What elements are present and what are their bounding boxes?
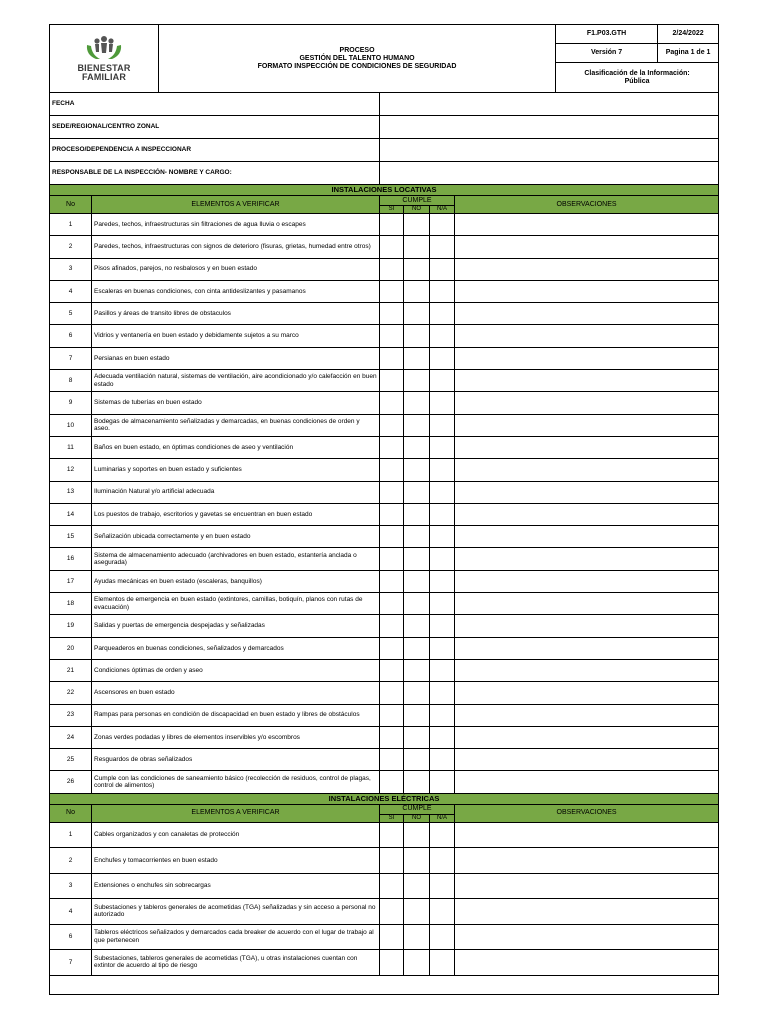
row-number: 5 bbox=[50, 303, 92, 325]
observation-cell[interactable] bbox=[455, 503, 719, 525]
table-row bbox=[50, 481, 719, 503]
check-no-cell[interactable] bbox=[404, 280, 430, 302]
title-line1: PROCESO bbox=[339, 46, 375, 54]
check-na-cell[interactable] bbox=[430, 726, 455, 748]
row-element-text: Cables organizados y con canaletas de protección bbox=[92, 822, 380, 848]
row-element-text: Señalización ubicada correctamente y en buen estado bbox=[92, 526, 380, 548]
row-number: 6 bbox=[50, 924, 92, 950]
row-number: 4 bbox=[50, 280, 92, 302]
check-si-cell[interactable] bbox=[380, 771, 404, 793]
info-value-field[interactable] bbox=[380, 139, 719, 162]
info-row bbox=[50, 93, 719, 116]
check-no-cell[interactable] bbox=[404, 873, 430, 899]
check-si-cell[interactable] bbox=[380, 615, 404, 637]
check-no-cell[interactable] bbox=[404, 370, 430, 392]
check-na-cell[interactable] bbox=[430, 347, 455, 369]
family-hands-icon bbox=[84, 35, 124, 61]
row-element-text: Paredes, techos, infraestructuras con signos de deterioro (fisuras, grietas, humedad entre otros) bbox=[92, 236, 380, 258]
table-row bbox=[50, 570, 719, 592]
row-number: 1 bbox=[50, 214, 92, 236]
check-na-cell[interactable] bbox=[430, 459, 455, 481]
check-no-cell[interactable] bbox=[404, 749, 430, 771]
row-element-text: Salidas y puertas de emergencia despejadas y señalizadas bbox=[92, 615, 380, 637]
col-observations: OBSERVACIONES bbox=[455, 804, 719, 822]
col-elements: ELEMENTOS A VERIFICAR bbox=[92, 804, 380, 822]
check-na-cell[interactable] bbox=[430, 503, 455, 525]
check-si-cell[interactable] bbox=[380, 873, 404, 899]
row-number: 26 bbox=[50, 771, 92, 793]
check-si-cell[interactable] bbox=[380, 570, 404, 592]
check-no-cell[interactable] bbox=[404, 704, 430, 726]
row-number: 12 bbox=[50, 459, 92, 481]
observation-cell[interactable] bbox=[455, 822, 719, 848]
check-si-cell[interactable] bbox=[380, 370, 404, 392]
table-row bbox=[50, 822, 719, 848]
table-row bbox=[50, 280, 719, 302]
row-element-text: Los puestos de trabajo, escritorios y gavetas se encuentran en buen estado bbox=[92, 503, 380, 525]
row-number: 3 bbox=[50, 258, 92, 280]
observation-cell[interactable] bbox=[455, 236, 719, 258]
row-element-text: Paredes, techos, infraestructuras sin filtraciones de agua lluvia o escapes bbox=[92, 214, 380, 236]
check-no-cell[interactable] bbox=[404, 258, 430, 280]
observation-cell[interactable] bbox=[455, 749, 719, 771]
check-si-cell[interactable] bbox=[380, 822, 404, 848]
observation-cell[interactable] bbox=[455, 548, 719, 570]
table-row bbox=[50, 899, 719, 925]
table-row bbox=[50, 236, 719, 258]
title-line3: FORMATO INSPECCIÓN DE CONDICIONES DE SEGURIDAD bbox=[257, 62, 457, 70]
row-number: 24 bbox=[50, 726, 92, 748]
col-no_opt: NO bbox=[404, 206, 430, 214]
col-observations: OBSERVACIONES bbox=[455, 196, 719, 214]
table-row bbox=[50, 214, 719, 236]
col-cumple: CUMPLE bbox=[380, 196, 455, 206]
row-element-text: Pisos afinados, parejos, no resbalosos y en buen estado bbox=[92, 258, 380, 280]
row-number: 4 bbox=[50, 899, 92, 925]
row-element-text: Resguardos de obras señalizados bbox=[92, 749, 380, 771]
form-code: F1.P03.GTH bbox=[556, 25, 658, 43]
check-no-cell[interactable] bbox=[404, 924, 430, 950]
section-title-row bbox=[50, 185, 719, 196]
check-si-cell[interactable] bbox=[380, 258, 404, 280]
observation-cell[interactable] bbox=[455, 414, 719, 436]
table-row bbox=[50, 436, 719, 458]
info-label: FECHA bbox=[50, 93, 380, 116]
col-na: N/A bbox=[430, 206, 455, 214]
check-si-cell[interactable] bbox=[380, 414, 404, 436]
col-si: SI bbox=[380, 206, 404, 214]
row-number: 1 bbox=[50, 822, 92, 848]
title-line2: GESTIÓN DEL TALENTO HUMANO bbox=[299, 54, 415, 62]
info-row bbox=[50, 116, 719, 139]
check-si-cell[interactable] bbox=[380, 848, 404, 874]
check-na-cell[interactable] bbox=[430, 822, 455, 848]
check-na-cell[interactable] bbox=[430, 414, 455, 436]
check-na-cell[interactable] bbox=[430, 325, 455, 347]
row-element-text: Elementos de emergencia en buen estado (extintores, camillas, botiquín, planos con rutas de evacuación) bbox=[92, 593, 380, 615]
row-number: 21 bbox=[50, 659, 92, 681]
check-no-cell[interactable] bbox=[404, 726, 430, 748]
check-si-cell[interactable] bbox=[380, 950, 404, 976]
row-number: 14 bbox=[50, 503, 92, 525]
observation-cell[interactable] bbox=[455, 637, 719, 659]
row-element-text: Sistemas de tuberías en buen estado bbox=[92, 392, 380, 414]
check-no-cell[interactable] bbox=[404, 436, 430, 458]
table-row bbox=[50, 615, 719, 637]
check-no-cell[interactable] bbox=[404, 303, 430, 325]
observation-cell[interactable] bbox=[455, 899, 719, 925]
check-si-cell[interactable] bbox=[380, 637, 404, 659]
table-row bbox=[50, 370, 719, 392]
observation-cell[interactable] bbox=[455, 325, 719, 347]
check-na-cell[interactable] bbox=[430, 370, 455, 392]
row-element-text: Pasillos y áreas de transito libres de obstaculos bbox=[92, 303, 380, 325]
observation-cell[interactable] bbox=[455, 481, 719, 503]
classification bbox=[556, 63, 719, 93]
row-number: 20 bbox=[50, 637, 92, 659]
table-row bbox=[50, 325, 719, 347]
column-header-row bbox=[50, 196, 719, 206]
check-si-cell[interactable] bbox=[380, 659, 404, 681]
observation-cell[interactable] bbox=[455, 873, 719, 899]
row-element-text: Baños en buen estado, en óptimas condiciones de aseo y ventilación bbox=[92, 436, 380, 458]
check-na-cell[interactable] bbox=[430, 950, 455, 976]
table-row bbox=[50, 873, 719, 899]
table-row bbox=[50, 526, 719, 548]
row-number: 9 bbox=[50, 392, 92, 414]
row-element-text: Adecuada ventilación natural, sistemas de ventilación, aire acondicionado y/o calefacción en buen estado bbox=[92, 370, 380, 392]
check-si-cell[interactable] bbox=[380, 325, 404, 347]
check-na-cell[interactable] bbox=[430, 548, 455, 570]
form-date: 2/24/2022 bbox=[672, 30, 704, 37]
col-si: SI bbox=[380, 814, 404, 822]
section-title-row bbox=[50, 793, 719, 804]
check-si-cell[interactable] bbox=[380, 704, 404, 726]
check-no-cell[interactable] bbox=[404, 615, 430, 637]
check-na-cell[interactable] bbox=[430, 236, 455, 258]
check-si-cell[interactable] bbox=[380, 303, 404, 325]
row-number: 3 bbox=[50, 873, 92, 899]
check-na-cell[interactable] bbox=[430, 526, 455, 548]
observation-cell[interactable] bbox=[455, 704, 719, 726]
check-si-cell[interactable] bbox=[380, 503, 404, 525]
check-na-cell[interactable] bbox=[430, 615, 455, 637]
row-number: 13 bbox=[50, 481, 92, 503]
logo-line2: FAMILIAR bbox=[81, 71, 127, 82]
table-row bbox=[50, 593, 719, 615]
row-element-text: Iluminación Natural y/o artificial adecuada bbox=[92, 481, 380, 503]
row-element-text: Ascensores en buen estado bbox=[92, 682, 380, 704]
check-na-cell[interactable] bbox=[430, 848, 455, 874]
col-no_opt: NO bbox=[404, 814, 430, 822]
row-element-text: Luminarias y soportes en buen estado y suficientes bbox=[92, 459, 380, 481]
col-cumple: CUMPLE bbox=[380, 804, 455, 814]
row-element-text: Bodegas de almacenamiento señalizadas y demarcadas, en buenas condiciones de orden y aseo. bbox=[92, 414, 380, 436]
check-na-cell[interactable] bbox=[430, 593, 455, 615]
col-elements: ELEMENTOS A VERIFICAR bbox=[92, 196, 380, 214]
table-row bbox=[50, 414, 719, 436]
observation-cell[interactable] bbox=[455, 280, 719, 302]
check-si-cell[interactable] bbox=[380, 899, 404, 925]
row-number: 23 bbox=[50, 704, 92, 726]
check-no-cell[interactable] bbox=[404, 526, 430, 548]
info-value-field[interactable] bbox=[380, 116, 719, 139]
check-no-cell[interactable] bbox=[404, 848, 430, 874]
check-si-cell[interactable] bbox=[380, 236, 404, 258]
check-si-cell[interactable] bbox=[380, 682, 404, 704]
column-header-row bbox=[50, 804, 719, 814]
check-si-cell[interactable] bbox=[380, 749, 404, 771]
check-no-cell[interactable] bbox=[404, 548, 430, 570]
check-na-cell[interactable] bbox=[430, 280, 455, 302]
table-row bbox=[50, 637, 719, 659]
check-na-cell[interactable] bbox=[430, 570, 455, 592]
table-row bbox=[50, 258, 719, 280]
check-na-cell[interactable] bbox=[430, 436, 455, 458]
check-na-cell[interactable] bbox=[430, 481, 455, 503]
check-na-cell[interactable] bbox=[430, 258, 455, 280]
check-na-cell[interactable] bbox=[430, 659, 455, 681]
check-no-cell[interactable] bbox=[404, 503, 430, 525]
info-label: SEDE/REGIONAL/CENTRO ZONAL bbox=[50, 116, 380, 139]
observation-cell[interactable] bbox=[455, 303, 719, 325]
form-title bbox=[159, 25, 556, 93]
check-no-cell[interactable] bbox=[404, 214, 430, 236]
section-title: INSTALACIONES LOCATIVAS bbox=[50, 185, 719, 196]
observation-cell[interactable] bbox=[455, 370, 719, 392]
header-meta-top bbox=[556, 25, 719, 44]
info-label: RESPONSABLE DE LA INSPECCIÓN- NOMBRE Y CARGO: bbox=[50, 162, 380, 185]
check-na-cell[interactable] bbox=[430, 214, 455, 236]
check-no-cell[interactable] bbox=[404, 899, 430, 925]
observation-cell[interactable] bbox=[455, 392, 719, 414]
observation-cell[interactable] bbox=[455, 682, 719, 704]
info-row bbox=[50, 139, 719, 162]
row-number: 22 bbox=[50, 682, 92, 704]
check-na-cell[interactable] bbox=[430, 637, 455, 659]
info-row bbox=[50, 162, 719, 185]
observation-cell[interactable] bbox=[455, 436, 719, 458]
check-si-cell[interactable] bbox=[380, 593, 404, 615]
section-title: INSTALACIONES ELÉCTRICAS bbox=[50, 793, 719, 804]
logo-cell bbox=[50, 25, 159, 93]
observation-cell[interactable] bbox=[455, 347, 719, 369]
blank-row bbox=[50, 975, 719, 994]
observation-cell[interactable] bbox=[455, 459, 719, 481]
observation-cell[interactable] bbox=[455, 214, 719, 236]
check-no-cell[interactable] bbox=[404, 950, 430, 976]
inspection-form bbox=[49, 24, 718, 995]
check-na-cell[interactable] bbox=[430, 749, 455, 771]
header-meta-mid bbox=[556, 44, 719, 63]
row-number: 11 bbox=[50, 436, 92, 458]
row-element-text: Enchufes y tomacorrientes en buen estado bbox=[92, 848, 380, 874]
table-row bbox=[50, 771, 719, 793]
row-number: 15 bbox=[50, 526, 92, 548]
check-no-cell[interactable] bbox=[404, 414, 430, 436]
check-no-cell[interactable] bbox=[404, 822, 430, 848]
row-number: 19 bbox=[50, 615, 92, 637]
observation-cell[interactable] bbox=[455, 526, 719, 548]
check-no-cell[interactable] bbox=[404, 325, 430, 347]
row-element-text: Ayudas mecánicas en buen estado (escaleras, banquillos) bbox=[92, 570, 380, 592]
check-na-cell[interactable] bbox=[430, 899, 455, 925]
row-element-text: Condiciones óptimas de orden y aseo bbox=[92, 659, 380, 681]
table-row bbox=[50, 726, 719, 748]
check-na-cell[interactable] bbox=[430, 771, 455, 793]
table-row bbox=[50, 749, 719, 771]
row-number: 18 bbox=[50, 593, 92, 615]
row-number: 7 bbox=[50, 950, 92, 976]
row-number: 16 bbox=[50, 548, 92, 570]
row-element-text: Extensiones o enchufes sin sobrecargas bbox=[92, 873, 380, 899]
row-element-text: Vidrios y ventanería en buen estado y debidamente sujetos a su marco bbox=[92, 325, 380, 347]
check-no-cell[interactable] bbox=[404, 570, 430, 592]
observation-cell[interactable] bbox=[455, 659, 719, 681]
observation-cell[interactable] bbox=[455, 771, 719, 793]
check-no-cell[interactable] bbox=[404, 659, 430, 681]
row-number: 8 bbox=[50, 370, 92, 392]
check-si-cell[interactable] bbox=[380, 526, 404, 548]
table-row bbox=[50, 347, 719, 369]
row-number: 10 bbox=[50, 414, 92, 436]
table-row bbox=[50, 659, 719, 681]
blank-cell bbox=[50, 975, 719, 994]
observation-cell[interactable] bbox=[455, 848, 719, 874]
info-label: PROCESO/DEPENDENCIA A INSPECCIONAR bbox=[50, 139, 380, 162]
check-si-cell[interactable] bbox=[380, 280, 404, 302]
row-element-text: Parqueaderos en buenas condiciones, señalizados y demarcados bbox=[92, 637, 380, 659]
row-element-text: Zonas verdes podadas y libres de elementos inservibles y/o escombros bbox=[92, 726, 380, 748]
check-si-cell[interactable] bbox=[380, 347, 404, 369]
row-element-text: Escaleras en buenas condiciones, con cinta antideslizantes y pasamanos bbox=[92, 280, 380, 302]
info-value-field[interactable] bbox=[380, 93, 719, 116]
observation-cell[interactable] bbox=[455, 924, 719, 950]
table-row bbox=[50, 503, 719, 525]
observation-cell[interactable] bbox=[455, 726, 719, 748]
row-element-text: Rampas para personas en condición de discapacidad en buen estado y libres de obstáculos bbox=[92, 704, 380, 726]
check-na-cell[interactable] bbox=[430, 303, 455, 325]
row-number: 17 bbox=[50, 570, 92, 592]
row-element-text: Subestaciones y tableros generales de acometidas (TGA) señalizadas y sin acceso a personal no autorizado bbox=[92, 899, 380, 925]
check-si-cell[interactable] bbox=[380, 726, 404, 748]
table-row bbox=[50, 924, 719, 950]
check-no-cell[interactable] bbox=[404, 637, 430, 659]
row-number: 6 bbox=[50, 325, 92, 347]
col-na: N/A bbox=[430, 814, 455, 822]
classification-value: Pública bbox=[624, 77, 650, 85]
classification-label: Clasificación de la Información: bbox=[584, 69, 690, 77]
table-row bbox=[50, 459, 719, 481]
check-si-cell[interactable] bbox=[380, 436, 404, 458]
check-si-cell[interactable] bbox=[380, 392, 404, 414]
check-na-cell[interactable] bbox=[430, 682, 455, 704]
row-number: 2 bbox=[50, 848, 92, 874]
check-no-cell[interactable] bbox=[404, 593, 430, 615]
logo-line1: BIENESTAR bbox=[77, 62, 131, 73]
row-element-text: Persianas en buen estado bbox=[92, 347, 380, 369]
check-no-cell[interactable] bbox=[404, 771, 430, 793]
col-no: No bbox=[50, 196, 92, 214]
observation-cell[interactable] bbox=[455, 593, 719, 615]
bienestar-familiar-logo bbox=[77, 35, 130, 82]
table-row bbox=[50, 682, 719, 704]
row-element-text: Cumple con las condiciones de saneamiento básico (recolección de residuos, control de plagas, control de alimentos) bbox=[92, 771, 380, 793]
check-no-cell[interactable] bbox=[404, 347, 430, 369]
observation-cell[interactable] bbox=[455, 615, 719, 637]
table-row bbox=[50, 950, 719, 976]
check-si-cell[interactable] bbox=[380, 459, 404, 481]
check-si-cell[interactable] bbox=[380, 548, 404, 570]
check-si-cell[interactable] bbox=[380, 481, 404, 503]
table-row bbox=[50, 848, 719, 874]
check-na-cell[interactable] bbox=[430, 873, 455, 899]
col-no: No bbox=[50, 804, 92, 822]
info-value-field[interactable] bbox=[380, 162, 719, 185]
row-element-text: Tableros eléctricos señalizados y demarcados cada breaker de acuerdo con el lugar de trabajo al que pertenecen bbox=[92, 924, 380, 950]
table-row bbox=[50, 303, 719, 325]
check-no-cell[interactable] bbox=[404, 392, 430, 414]
row-number: 25 bbox=[50, 749, 92, 771]
form-version: Versión 7 bbox=[556, 44, 658, 62]
check-no-cell[interactable] bbox=[404, 682, 430, 704]
observation-cell[interactable] bbox=[455, 570, 719, 592]
check-no-cell[interactable] bbox=[404, 459, 430, 481]
observation-cell[interactable] bbox=[455, 950, 719, 976]
row-number: 2 bbox=[50, 236, 92, 258]
check-si-cell[interactable] bbox=[380, 924, 404, 950]
table-row bbox=[50, 704, 719, 726]
check-na-cell[interactable] bbox=[430, 392, 455, 414]
check-si-cell[interactable] bbox=[380, 214, 404, 236]
form-page: Pagina 1 de 1 bbox=[665, 49, 711, 56]
row-number: 7 bbox=[50, 347, 92, 369]
check-na-cell[interactable] bbox=[430, 704, 455, 726]
row-element-text: Subestaciones, tableros generales de acometidas (TGA), u otras instalaciones cuentan con extintor de acuerdo al tipo de riesgo bbox=[92, 950, 380, 976]
table-row bbox=[50, 548, 719, 570]
table-row bbox=[50, 392, 719, 414]
form-table bbox=[49, 24, 719, 995]
check-no-cell[interactable] bbox=[404, 236, 430, 258]
row-element-text: Sistema de almacenamiento adecuado (archivadores en buen estado, estantería anclada o asegurada) bbox=[92, 548, 380, 570]
check-na-cell[interactable] bbox=[430, 924, 455, 950]
check-no-cell[interactable] bbox=[404, 481, 430, 503]
observation-cell[interactable] bbox=[455, 258, 719, 280]
